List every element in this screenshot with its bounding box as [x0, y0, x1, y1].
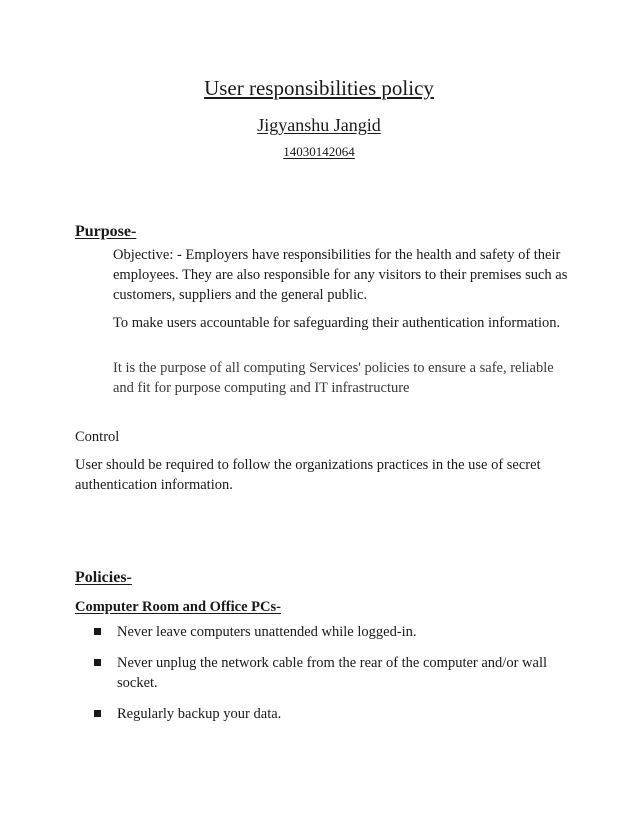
policies-subheading: Computer Room and Office PCs-: [75, 599, 281, 615]
square-bullet-icon: [94, 710, 101, 717]
square-bullet-icon: [94, 659, 101, 666]
bullet-text: Regularly backup your data.: [117, 706, 282, 722]
roll-number: 14030142064: [283, 144, 355, 159]
control-heading: Control: [75, 429, 120, 445]
list-item: [93, 653, 563, 693]
bullet-text: Never unplug the network cable from the rear of the computer and/or wall socket.: [117, 655, 548, 691]
bullet-text: Never leave computers unattended while logged-in.: [117, 624, 417, 640]
purpose-infrastructure-paragraph: It is the purpose of all computing Services' policies to ensure a safe, reliable and fit for purpose computing and IT infrastructure: [113, 360, 554, 396]
control-paragraph: User should be required to follow the organizations practices in the use of secret authentication information.: [75, 457, 541, 493]
square-bullet-icon: [94, 628, 101, 635]
list-item: [93, 622, 563, 642]
list-item: [93, 704, 563, 724]
purpose-accountability-paragraph: To make users accountable for safeguarding their authentication information.: [113, 315, 561, 331]
purpose-heading: Purpose-: [75, 223, 137, 240]
author-name: Jigyanshu Jangid: [257, 115, 381, 135]
purpose-objective-paragraph: Objective: - Employers have responsibilities for the health and safety of their employees. They are also responsible for any visitors to their premises such as customers, suppliers and the general public.: [113, 247, 568, 303]
policy-bullet-list: [93, 622, 563, 735]
document-title: User responsibilities policy: [204, 76, 434, 100]
policies-heading: Policies-: [75, 569, 132, 586]
